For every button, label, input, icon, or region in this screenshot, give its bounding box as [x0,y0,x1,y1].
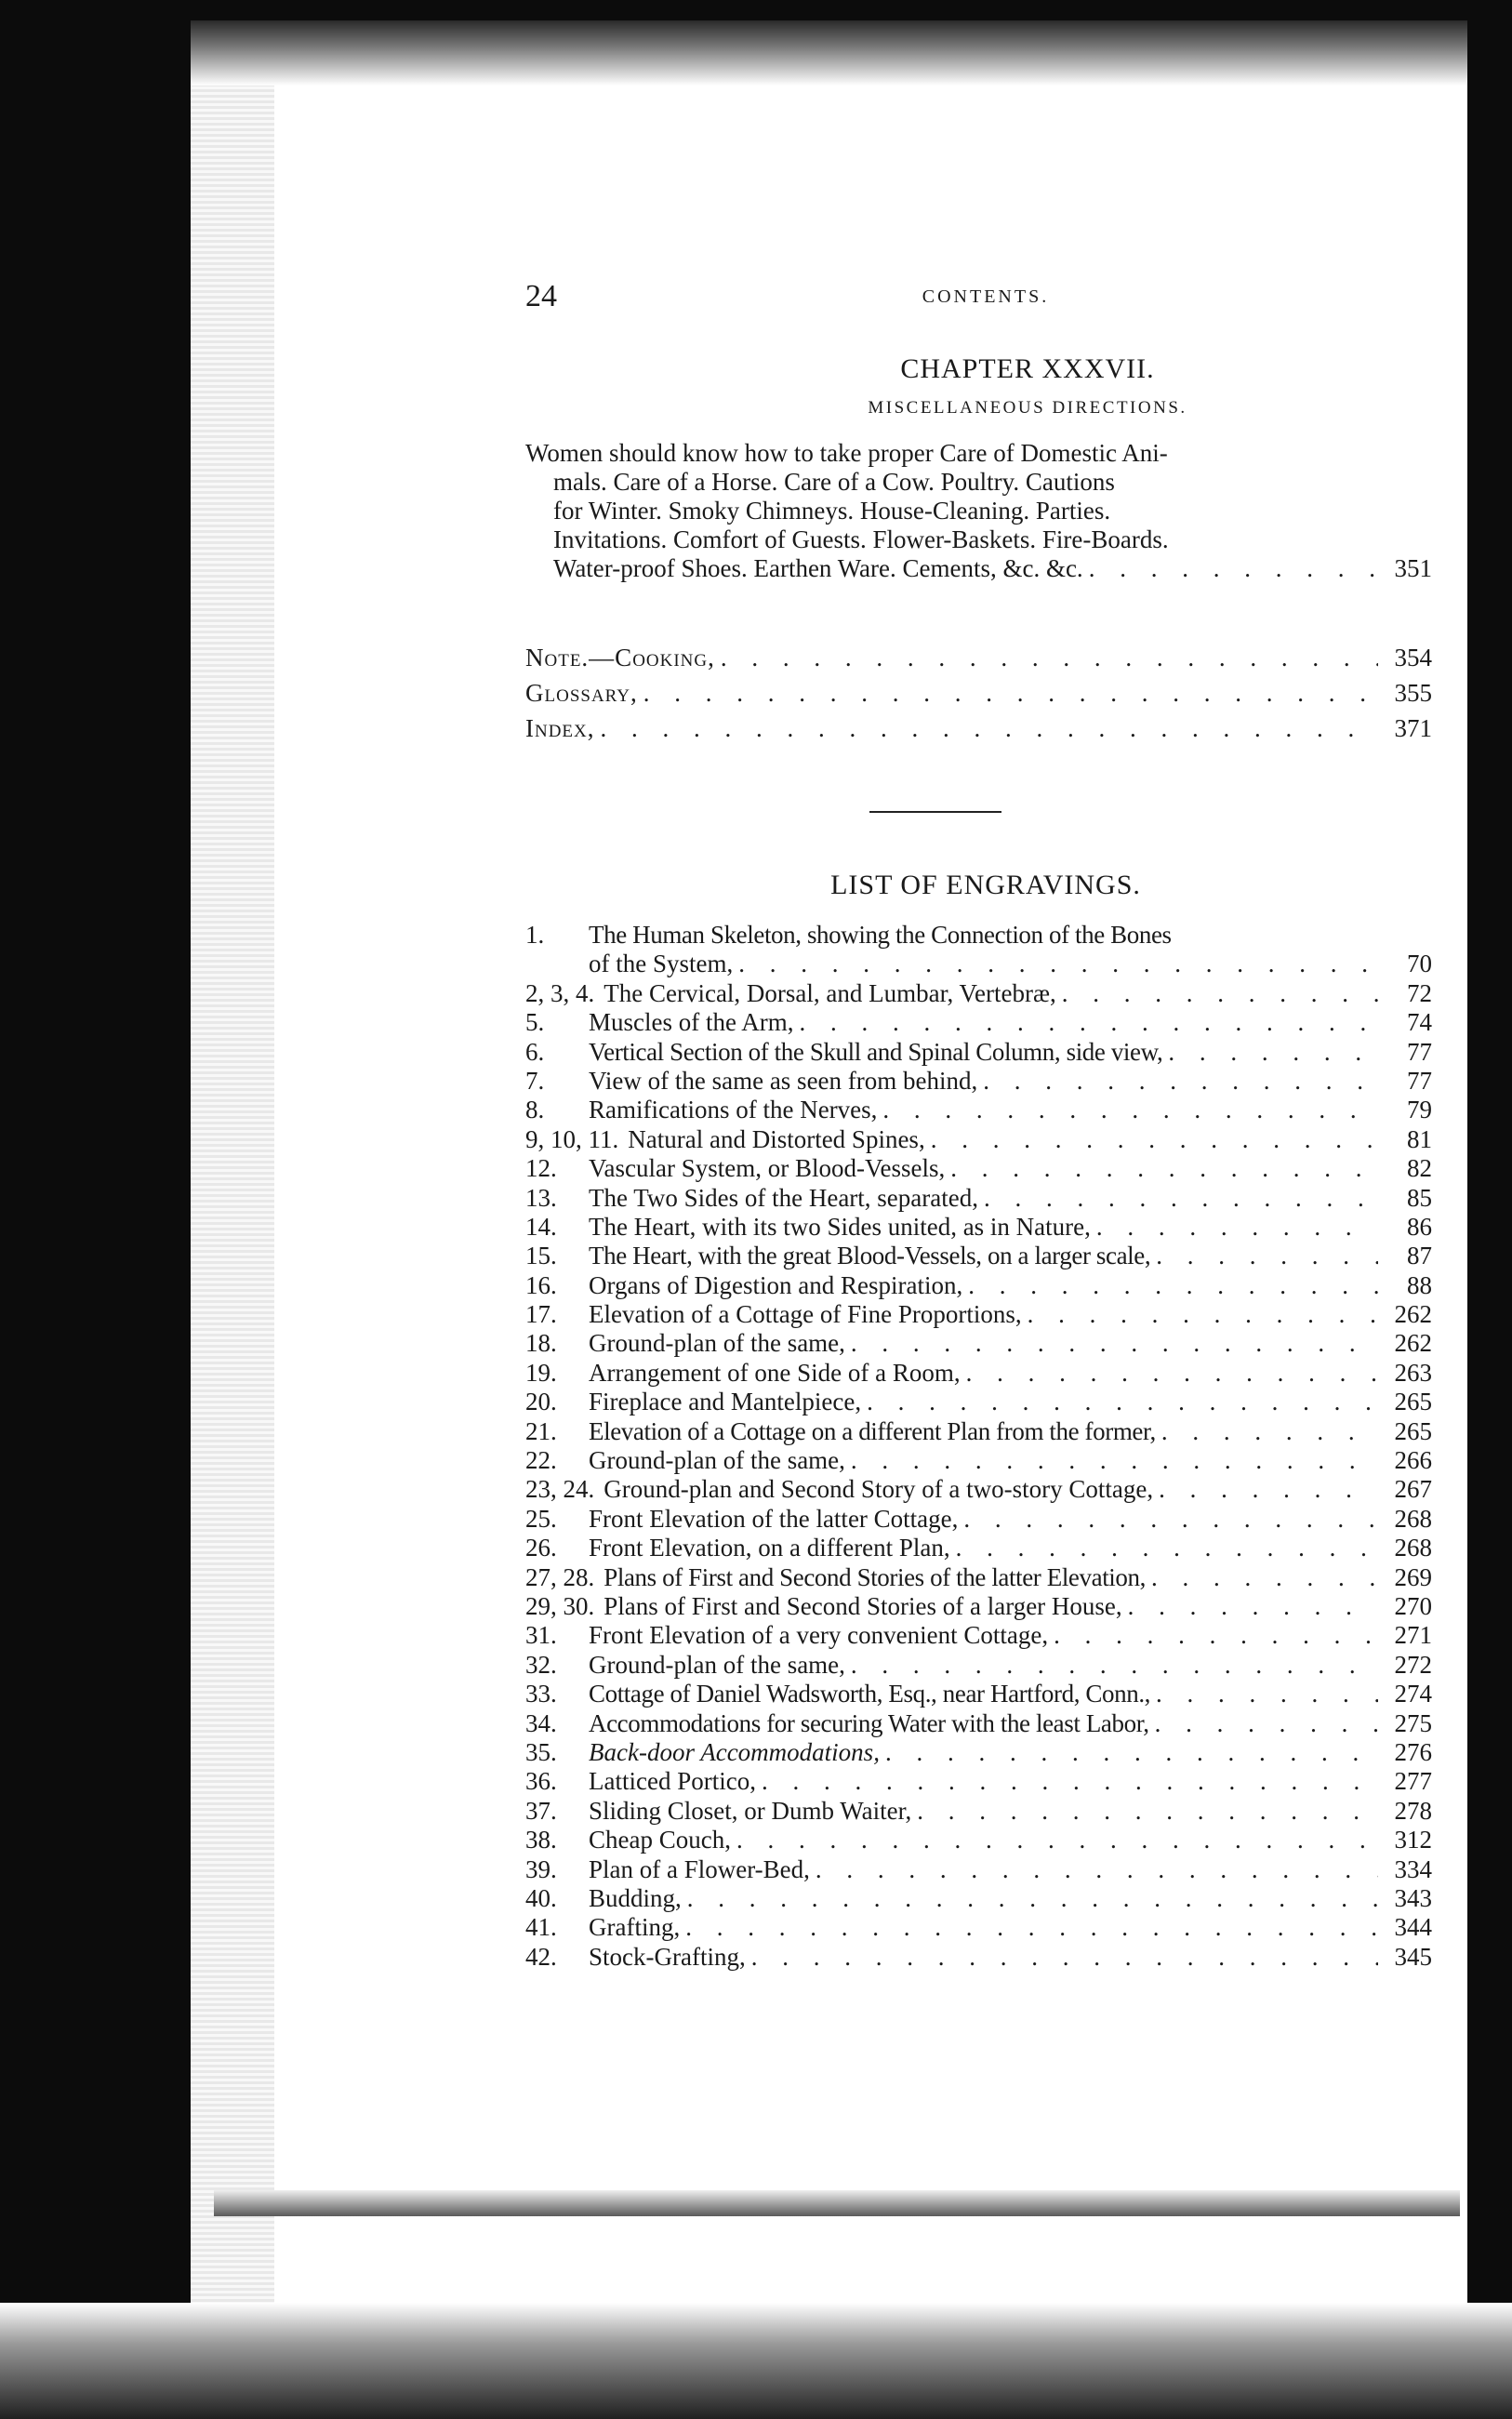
engraving-title: Sliding Closet, or Dumb Waiter, [589,1796,912,1825]
dot-leader [968,1271,1378,1300]
engraving-number: 36. [525,1767,557,1796]
back-matter-label: Glossary, [525,679,638,707]
dot-leader [1159,1475,1378,1504]
dot-leader [867,1388,1378,1416]
engraving-number: 38. [525,1826,557,1854]
engraving-entry [525,1592,1432,1621]
engraving-entry [525,1913,1432,1942]
engraving-entry [525,1475,1432,1504]
dot-leader [816,1855,1378,1884]
engravings-list [525,921,1432,1972]
engraving-entry [525,1767,1432,1796]
back-matter-label: Index, [525,714,595,742]
engraving-title: Muscles of the Arm, [589,1008,794,1037]
engraving-number: 6. [525,1037,545,1066]
engraving-number: 5. [525,1008,545,1037]
engraving-entry [525,1651,1432,1680]
dot-leader [751,1943,1378,1972]
dot-leader [762,1767,1378,1796]
engraving-number: 26. [525,1534,557,1562]
engraving-entry [525,1125,1432,1154]
engraving-title: Cottage of Daniel Wadsworth, Esq., near Hartford, Conn., [589,1680,1151,1708]
page-ref: 371 [1394,714,1432,742]
scan-edge-top [0,0,1512,20]
engraving-title: Organs of Digestion and Respiration, [589,1270,963,1299]
engraving-title: Front Elevation of a very convenient Cottage, [589,1621,1049,1650]
engraving-title: Cheap Couch, [589,1826,731,1854]
page-ref: 86 [1407,1212,1432,1241]
summary-line: mals. Care of a Horse. Care of a Cow. Poultry. Cautions [553,468,1115,496]
dot-leader [1028,1300,1378,1329]
engraving-entry [525,1855,1432,1884]
engraving-entry [525,1038,1432,1067]
engraving-entry [525,1446,1432,1475]
engraving-title: Latticed Portico, [589,1767,756,1796]
running-head [525,279,1446,326]
engraving-number: 2, 3, 4. [525,978,595,1007]
page-ref: 79 [1407,1096,1432,1124]
dot-leader [1062,979,1378,1008]
page-ref: 267 [1394,1475,1432,1504]
dot-leader [601,714,1378,743]
page-ref: 275 [1394,1708,1432,1737]
engraving-number: 35. [525,1737,557,1766]
engraving-entry [525,1300,1432,1329]
engraving-entry [525,1943,1432,1972]
engraving-number: 27, 28. [525,1562,595,1591]
back-matter-label: Note.—Cooking, [525,644,715,671]
engraving-title: Ground-plan and Second Story of a two-story Cottage, [603,1475,1154,1504]
page-ref: 70 [1407,950,1432,978]
engraving-number: 31. [525,1621,557,1650]
engraving-number: 20. [525,1388,557,1416]
dot-leader [1156,1242,1378,1270]
page-ref: 82 [1407,1154,1432,1183]
engraving-title: Front Elevation, on a different Plan, [589,1534,950,1562]
page-ref: 351 [1394,554,1432,582]
engraving-number: 8. [525,1096,545,1124]
page-ref: 270 [1394,1591,1432,1620]
page-ref: 343 [1394,1883,1432,1912]
engraving-title: Back-door Accommodations, [589,1737,880,1766]
engraving-entry [525,1534,1432,1562]
binding-shadow [191,56,274,2325]
engraving-entry [525,1738,1432,1767]
engraving-title: Ground-plan of the same, [589,1329,845,1358]
engraving-entry [525,1417,1432,1446]
engraving-title: The Heart, with its two Sides united, as in Nature, [589,1212,1091,1241]
engraving-entry [525,1388,1432,1416]
dot-leader [1128,1592,1378,1621]
summary-last-text: Water-proof Shoes. Earthen Ware. Cements, &c. &c. [553,554,1083,582]
page-ref: 274 [1394,1680,1432,1708]
page-ref: 272 [1394,1650,1432,1679]
dot-leader [984,1184,1378,1213]
engraving-entry [525,1797,1432,1826]
dot-leader [983,1067,1378,1096]
page-ref: 271 [1394,1621,1432,1650]
engraving-title: Vertical Section of the Skull and Spinal Column, side view, [589,1037,1163,1066]
page-ref: 77 [1407,1037,1432,1066]
running-title: CONTENTS. [922,286,1050,307]
page-ref: 312 [1394,1826,1432,1854]
engraving-title: Stock-Grafting, [589,1942,746,1971]
page-ref: 334 [1394,1854,1432,1883]
engraving-title: Natural and Distorted Spines, [628,1124,925,1153]
engraving-number: 15. [525,1242,557,1270]
back-matter-glossary [525,679,1432,708]
engraving-entry [525,1505,1432,1534]
dot-leader [963,1505,1378,1534]
chapter-title: CHAPTER XXXVII. [900,353,1155,384]
engraving-title: Ramifications of the Nerves, [589,1096,878,1124]
engraving-number: 33. [525,1680,557,1708]
engraving-number: 18. [525,1329,557,1358]
page-ref: 74 [1407,1008,1432,1037]
page-ref: 345 [1394,1942,1432,1971]
dot-leader [882,1096,1378,1124]
engraving-title: Accommodations for securing Water with the least Labor, [589,1708,1149,1737]
page-ref: 77 [1407,1066,1432,1095]
engraving-title: View of the same as seen from behind, [589,1066,978,1095]
engraving-number: 16. [525,1270,557,1299]
dot-leader [738,950,1378,978]
page-ref: 355 [1394,679,1432,707]
summary-line: Invitations. Comfort of Guests. Flower-Baskets. Fire-Boards. [553,525,1169,553]
dot-leader [1155,1709,1378,1738]
dot-leader [1156,1680,1378,1708]
engraving-title: Front Elevation of the latter Cottage, [589,1504,959,1533]
engraving-title: Plan of a Flower-Bed, [589,1854,810,1883]
engraving-number: 19. [525,1358,557,1387]
engraving-title: Elevation of a Cottage of Fine Proportions, [589,1300,1022,1329]
summary-line [525,554,1432,583]
page-ref: 85 [1407,1183,1432,1212]
page-ref: 88 [1407,1270,1432,1299]
engraving-entry [525,1884,1432,1913]
dot-leader [956,1534,1378,1562]
engraving-number: 14. [525,1212,557,1241]
dot-leader [1089,554,1378,583]
dot-leader [799,1008,1378,1037]
engraving-title: Ground-plan of the same, [589,1650,845,1679]
page-number: 24 [525,279,557,313]
engraving-entry [525,1184,1432,1213]
section-rule [869,811,1001,813]
scan-edge-bottom [0,2303,1512,2419]
summary-line: Women should know how to take proper Care of Domestic Ani- [525,439,1168,467]
engraving-title: Arrangement of one Side of a Room, [589,1358,961,1387]
page-ref: 354 [1394,644,1432,671]
dot-leader [687,1884,1378,1913]
dot-leader [851,1329,1378,1358]
page-ref: 268 [1394,1504,1432,1533]
engraving-number: 29, 30. [525,1591,595,1620]
engraving-title: Vascular System, or Blood-Vessels, [589,1154,946,1183]
dot-leader [931,1125,1378,1154]
engraving-entry [525,1709,1432,1738]
engraving-title: Grafting, [589,1913,681,1942]
engraving-entry [525,1067,1432,1096]
engraving-entry [525,1154,1432,1183]
page-ref: 87 [1407,1242,1432,1270]
page-ref: 276 [1394,1737,1432,1766]
page-ref: 262 [1394,1300,1432,1329]
engraving-number: 25. [525,1504,557,1533]
page-ref: 263 [1394,1358,1432,1387]
dot-leader [721,644,1378,672]
dot-leader [851,1651,1378,1680]
page-ref: 277 [1394,1767,1432,1796]
engraving-title: Elevation of a Cottage on a different Plan from the former, [589,1416,1156,1445]
chapter-subtitle: MISCELLANEOUS DIRECTIONS. [868,398,1187,418]
page-ref: 72 [1407,978,1432,1007]
engraving-title: Budding, [589,1883,682,1912]
engraving-number: 22. [525,1446,557,1475]
page-ref: 269 [1394,1562,1432,1591]
engraving-number: 12. [525,1154,557,1183]
engraving-title: The Human Skeleton, showing the Connection of the Bones [589,921,1172,949]
dot-leader [1151,1563,1378,1592]
engraving-title: Fireplace and Mantelpiece, [589,1388,862,1416]
dot-leader [1168,1038,1378,1067]
engraving-number: 37. [525,1796,557,1825]
back-matter-index [525,714,1432,743]
page-ref: 278 [1394,1796,1432,1825]
dot-leader [851,1446,1378,1475]
dot-leader [736,1826,1378,1854]
dot-leader [966,1359,1378,1388]
engraving-entry [525,1621,1432,1650]
engraving-title: The Two Sides of the Heart, separated, [589,1183,978,1212]
engraving-entry [525,921,1432,950]
engraving-entry [525,1271,1432,1300]
engraving-number: 1. [525,921,545,949]
dot-leader [1161,1417,1378,1446]
engraving-entry [525,1213,1432,1242]
engraving-entry [525,1826,1432,1854]
engraving-entry [525,1359,1432,1388]
engraving-entry [525,1096,1432,1124]
page-ref: 81 [1407,1124,1432,1153]
engraving-entry [525,1563,1432,1592]
dot-leader [917,1797,1378,1826]
engraving-number: 17. [525,1300,557,1329]
engraving-entry [525,979,1432,1008]
engraving-entry [525,1008,1432,1037]
dot-leader [950,1154,1378,1183]
engraving-number: 21. [525,1416,557,1445]
engraving-number: 32. [525,1650,557,1679]
engraving-entry [525,1680,1432,1708]
scan-edge-right [1467,0,1512,2419]
back-matter-note [525,644,1432,672]
page-ref: 344 [1394,1913,1432,1942]
engraving-number: 34. [525,1708,557,1737]
scan-top-shade [191,20,1467,86]
dot-leader [1096,1213,1378,1242]
page-ref: 262 [1394,1329,1432,1358]
dot-leader [885,1738,1378,1767]
engraving-number: 40. [525,1883,557,1912]
engraving-number: 9, 10, 11. [525,1124,619,1153]
summary-line: for Winter. Smoky Chimneys. House-Cleaning. Parties. [553,497,1111,525]
engraving-number: 23, 24. [525,1475,595,1504]
engraving-entry [525,1329,1432,1358]
engraving-entry [525,950,1432,978]
scan-edge-left [0,0,191,2419]
engraving-number: 39. [525,1854,557,1883]
page-ref: 265 [1394,1388,1432,1416]
engraving-number: 13. [525,1183,557,1212]
engraving-title: Plans of First and Second Stories of a larger House, [603,1591,1122,1620]
dot-leader [643,679,1378,708]
engraving-number: 7. [525,1066,545,1095]
page-ref: 265 [1394,1416,1432,1445]
list-title: LIST OF ENGRAVINGS. [830,870,1141,900]
engraving-title: The Heart, with the great Blood-Vessels, on a larger scale, [589,1242,1151,1270]
engraving-title: Plans of First and Second Stories of the latter Elevation, [603,1562,1146,1591]
page-ref: 266 [1394,1446,1432,1475]
chapter-summary [525,439,1432,583]
dot-leader [685,1913,1378,1942]
engraving-title: Ground-plan of the same, [589,1446,845,1475]
engraving-number: 42. [525,1942,557,1971]
engraving-title: The Cervical, Dorsal, and Lumbar, Vertebræ, [603,978,1056,1007]
scan-bottom-band [214,2190,1460,2216]
engraving-title: of the System, [589,950,734,978]
engraving-entry [525,1242,1432,1270]
engraving-number: 41. [525,1913,557,1942]
page-ref: 268 [1394,1534,1432,1562]
dot-leader [1054,1621,1378,1650]
